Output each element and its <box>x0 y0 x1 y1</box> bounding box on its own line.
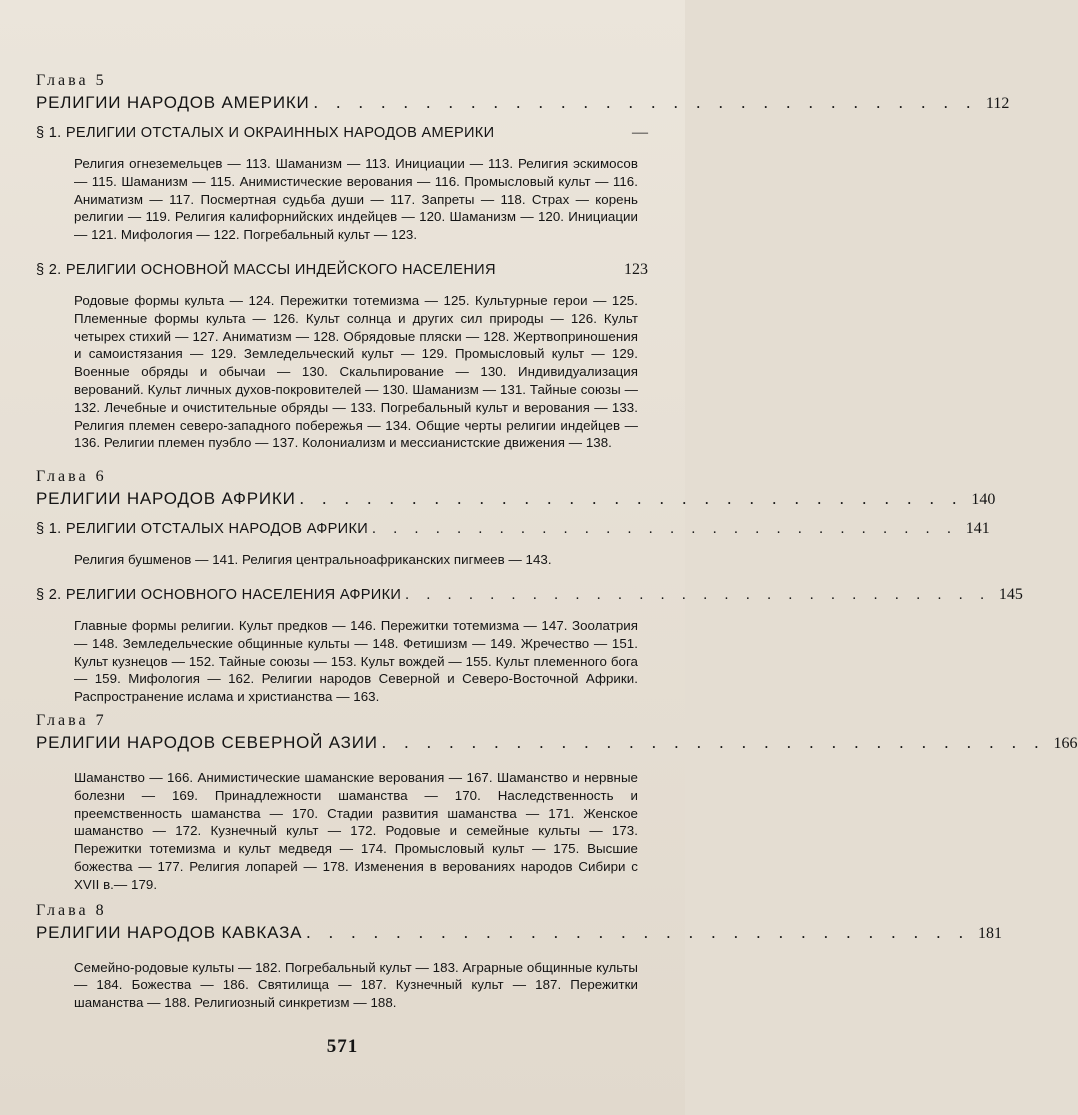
chapter-8 <box>36 901 1003 1012</box>
section-heading <box>36 585 1023 605</box>
section-title: § 2. РЕЛИГИИ ОСНОВНОГО НАСЕЛЕНИЯ АФРИКИ <box>36 586 402 603</box>
dot-leader: . . . . . . . . . . . . . . . . . . . . . . . . . . . . . . <box>381 732 1046 752</box>
chapter-page-ref: 181 <box>978 924 1003 942</box>
section-heading <box>36 260 648 280</box>
section-title: § 1. РЕЛИГИИ ОТСТАЛЫХ НАРОДОВ АФРИКИ <box>36 521 369 538</box>
chapter-label: Глава 5 <box>36 72 107 89</box>
dot-leader: . . . . . . . . . . . . . . . . . . . . . . . . . . . . . . <box>299 489 964 509</box>
section-page-ref: 141 <box>965 520 990 538</box>
dot-leader: . . . . . . . . . . . . . . . . . . . . . . . . . . . . <box>372 521 958 538</box>
chapter-7 <box>36 711 1078 894</box>
chapter-page-ref: 112 <box>985 95 1010 112</box>
chapter-title: РЕЛИГИИ НАРОДОВ АМЕРИКИ <box>36 93 310 112</box>
chapter-heading <box>36 92 1010 115</box>
chapter-title: РЕЛИГИИ НАРОДОВ АФРИКИ <box>36 489 296 509</box>
section-page-ref: — <box>632 124 648 141</box>
dot-leader: . . . . . . . . . . . . . . . . . . . . . . . . . . . . <box>405 586 991 603</box>
section-page-ref: 123 <box>624 260 648 278</box>
chapter-label: Глава 6 <box>36 468 107 486</box>
chapter-label: Глава 7 <box>36 711 107 729</box>
table-of-contents <box>36 72 1078 1028</box>
section-summary: Родовые формы культа — 124. Пережитки тотемизма — 125. Культурные герои — 125. Племенные формы культа — 126. Культ солнца и других сил природы — 126. Культ четырех стихий — 127. Аниматизм — 128. Обрядовые пляски — 128. Жертвоприношения и самоистязания — 129. Земледельческий культ — 129. Промысловый культ — 129. Военные обряды и обычаи — 130. Скальпирование — 130. Индивидуализация верований. Культ личных духов-покровителей — 130. Шаманизм — 131. Тайные союзы — 132. Лечебные и очистительные обряды — 133. Погребальный культ и верования — 133. Религия племен северо-западного побережья — 134. Общие черты религии индейцев — 136. Религии племен пуэбло — 137. Колониализм и мессианистские движения — 138. <box>74 292 638 451</box>
chapter-page-ref: 140 <box>971 491 996 509</box>
dot-leader: . . . . . . . . . . . . . . . . . . . . . . . . . . . . . . <box>313 93 978 112</box>
chapter-label: Глава 8 <box>36 901 107 919</box>
chapter-heading <box>36 922 1003 945</box>
section-heading <box>36 123 648 143</box>
section-title: § 2. РЕЛИГИИ ОСНОВНОЙ МАССЫ ИНДЕЙСКОГО НАСЕЛЕНИЯ <box>36 261 496 278</box>
chapter-heading <box>36 488 996 511</box>
section-heading <box>36 519 990 539</box>
section-summary: Главные формы религии. Культ предков — 146. Пережитки тотемизма — 147. Зоолатрия — 148. Земледельческие общинные культы — 148. Фетишизм — 149. Жречество — 151. Культ кузнецов — 152. Тайные союзы — 153. Культ вождей — 155. Культ племенного бога — 159. Мифология — 162. Религии народов Северной и Северо-Восточной Африки. Распространение ислама и христианства — 163. <box>74 617 638 705</box>
section-summary: Религия огнеземельцев — 113. Шаманизм — 113. Инициации — 113. Религия эскимосов — 115. Шаманизм — 115. Анимистические верования — 116. Промысловый культ — 116. Аниматизм — 117. Посмертная судьба души — 117. Запреты — 118. Страх — корень религии — 119. Религия калифорнийских индейцев — 120. Шаманизм — 120. Инициации — 121. Мифология — 122. Погребальный культ — 123. <box>74 156 638 243</box>
page-number: 571 <box>326 1036 359 1057</box>
section-summary: Религия бушменов — 141. Религия центральноафриканских пигмеев — 143. <box>74 552 552 568</box>
chapter-page-ref: 166 <box>1053 734 1078 752</box>
chapter-heading <box>36 732 1078 755</box>
chapter-summary: Шаманство — 166. Анимистические шаманские верования — 167. Шаманство и нервные болезни — 169. Принадлежности шаманства — 170. Наследственность и преемственность шаманства — 170. Стадии развития шаманства — 171. Женское шаманство — 172. Кузнечный культ — 172. Родовые и семейные культы — 173. Пережитки тотемизма и культ медведя — 174. Промысловый культ — 175. Высшие божества — 177. Религия лопарей — 178. Изменения в верованиях народов Сибири с XVII в.— 179. <box>74 769 638 892</box>
chapter-title: РЕЛИГИИ НАРОДОВ СЕВЕРНОЙ АЗИИ <box>36 732 378 752</box>
chapter-summary: Семейно-родовые культы — 182. Погребальный культ — 183. Аграрные общинные культы — 184. Божества — 186. Святилища — 187. Кузнечный культ — 187. Пережитки шаманства — 188. Религиозный синкретизм — 188. <box>74 959 638 1011</box>
chapter-6 <box>36 468 1023 706</box>
section-title: § 1. РЕЛИГИИ ОТСТАЛЫХ И ОКРАИННЫХ НАРОДОВ АМЕРИКИ <box>36 125 495 141</box>
chapter-title: РЕЛИГИИ НАРОДОВ КАВКАЗА <box>36 922 303 942</box>
dot-leader: . . . . . . . . . . . . . . . . . . . . . . . . . . . . . . <box>306 922 971 942</box>
chapter-5 <box>36 72 1010 452</box>
section-page-ref: 145 <box>998 585 1023 603</box>
